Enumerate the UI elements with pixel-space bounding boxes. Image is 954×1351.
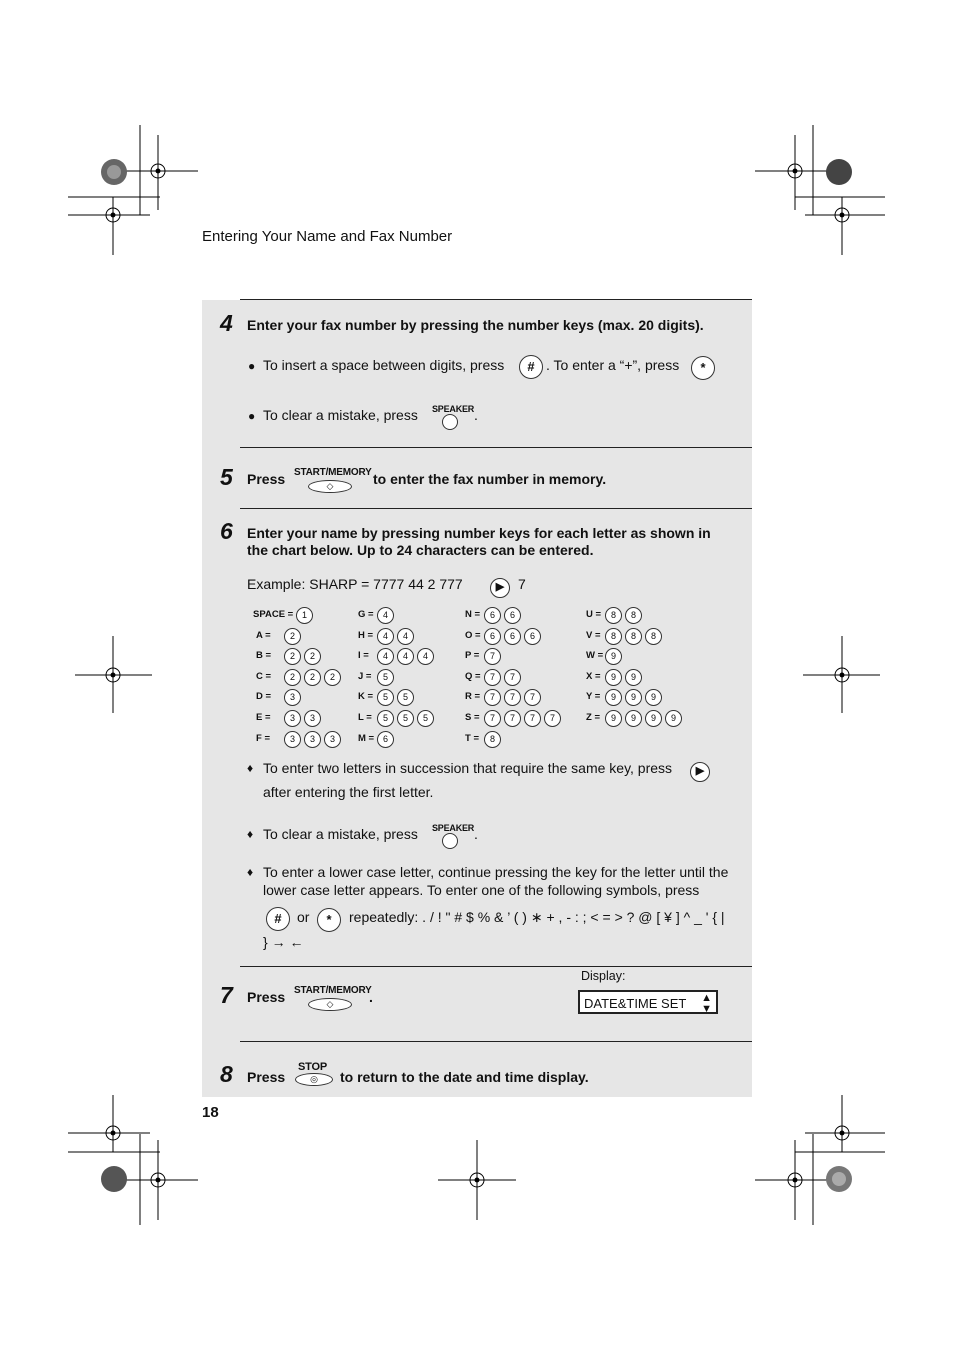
chart-letter-label: G = [358, 609, 374, 620]
step-number: 6 [220, 518, 233, 544]
chart-key-icon: 7 [544, 710, 561, 727]
chart-key-icon: 5 [377, 669, 394, 686]
divider [240, 447, 752, 448]
note3-line2: lower case letter appears. To enter one of the following symbols, press [263, 882, 700, 898]
star-key-icon: * [317, 908, 341, 932]
hash-key-icon: # [266, 907, 290, 931]
press-text: Press [247, 471, 286, 487]
right-arrow-key-icon: ▶ [490, 578, 510, 598]
or-text: or [297, 909, 310, 925]
chart-key-icon: 8 [605, 607, 622, 624]
chart-key-icon: 5 [377, 710, 394, 727]
speaker-key-label: SPEAKER [432, 823, 475, 833]
chart-letter-label: N = [465, 609, 481, 620]
chart-key-icon: 9 [605, 710, 622, 727]
chart-letter-label: X = [586, 671, 601, 682]
chart-key-icon: 4 [377, 648, 394, 665]
chart-key-icon: 3 [284, 710, 301, 727]
chart-letter-label: A = [256, 630, 271, 641]
chart-key-icon: 6 [484, 607, 501, 624]
chart-letter-label: V = [586, 630, 601, 641]
chart-letter-label: M = [358, 733, 375, 744]
divider [240, 966, 752, 967]
step4-bullet1-text2: . To enter a “+”, press [546, 357, 680, 373]
chart-key-icon: 3 [324, 731, 341, 748]
chart-key-icon: 6 [524, 628, 541, 645]
note1-line2: after entering the first letter. [263, 784, 434, 800]
chart-key-icon: 7 [484, 669, 501, 686]
chart-letter-label: I = [358, 650, 369, 661]
step4-bullet2-text: To clear a mistake, press [263, 407, 418, 423]
example-end: 7 [518, 576, 526, 592]
chart-letter-label: B = [256, 650, 272, 661]
chart-key-icon: 7 [484, 710, 501, 727]
chart-key-icon: 2 [284, 669, 301, 686]
chart-key-icon: 3 [304, 710, 321, 727]
page-header: Entering Your Name and Fax Number [202, 228, 453, 245]
chart-letter-label: T = [465, 733, 479, 744]
step-number: 8 [220, 1061, 233, 1087]
step8-text: to return to the date and time display. [340, 1069, 589, 1085]
bullet-dot: ● [248, 359, 256, 373]
note1-line1: To enter two letters in succession that require the same key, press [263, 760, 673, 776]
chart-key-icon: 8 [605, 628, 622, 645]
symbols-text-line2: } → ← [263, 934, 304, 950]
chart-letter-label: D = [256, 691, 272, 702]
step4-bullet1-text: To insert a space between digits, press [263, 357, 505, 373]
chart-key-icon: 7 [524, 689, 541, 706]
step-number: 4 [220, 310, 233, 336]
chart-key-icon: 4 [377, 628, 394, 645]
speaker-key-icon [442, 414, 458, 430]
chart-letter-label: J = [358, 671, 372, 682]
chart-key-icon: 4 [397, 648, 414, 665]
step6-title-line1: Enter your name by pressing number keys for each letter as shown in [247, 525, 711, 541]
stop-key-icon: ◎ [295, 1073, 333, 1086]
chart-letter-label: S = [465, 712, 480, 723]
stop-key-label: STOP [298, 1061, 327, 1073]
period: . [474, 407, 478, 423]
divider [240, 508, 752, 509]
chart-key-icon: 7 [484, 689, 501, 706]
chart-key-icon: 9 [625, 669, 642, 686]
press-text: Press [247, 989, 286, 1005]
chart-key-icon: 9 [605, 648, 622, 665]
diamond-bullet: ♦ [247, 761, 254, 775]
chart-letter-label: H = [358, 630, 374, 641]
chart-letter-label: F = [256, 733, 270, 744]
chart-letter-label: R = [465, 691, 481, 702]
step5-text: to enter the fax number in memory. [373, 471, 607, 487]
chart-letter-label: U = [586, 609, 602, 620]
chart-key-icon: 3 [304, 731, 321, 748]
chart-key-icon: 4 [417, 648, 434, 665]
chart-key-icon: 4 [377, 607, 394, 624]
note3-line1: To enter a lower case letter, continue pressing the key for the letter until the [263, 864, 729, 880]
chart-key-icon: 8 [625, 628, 642, 645]
chart-key-icon: 2 [324, 669, 341, 686]
bullet-dot: ● [248, 409, 256, 423]
chart-letter-label: P = [465, 650, 480, 661]
chart-key-icon: 9 [645, 689, 662, 706]
step-number: 5 [220, 464, 233, 490]
chart-key-icon: 5 [397, 710, 414, 727]
chart-key-icon: 9 [605, 689, 622, 706]
chart-key-icon: 5 [397, 689, 414, 706]
chart-key-icon: 2 [304, 669, 321, 686]
chart-key-icon: 9 [625, 710, 642, 727]
chart-key-icon: 7 [504, 689, 521, 706]
step6-title-line2: the chart below. Up to 24 characters can be entered. [247, 542, 594, 558]
divider [240, 299, 752, 300]
chart-letter-label: Z = [586, 712, 600, 723]
start-memory-key-icon: ◇ [308, 480, 352, 493]
diamond-bullet: ♦ [247, 865, 254, 879]
hash-key-icon: # [519, 355, 543, 379]
chart-key-icon: 8 [484, 731, 501, 748]
press-text: Press [247, 1069, 286, 1085]
chart-key-icon: 8 [645, 628, 662, 645]
chart-key-icon: 3 [284, 689, 301, 706]
lcd-text: DATE&TIME SET [584, 996, 687, 1011]
speaker-key-label: SPEAKER [432, 404, 475, 414]
star-key-icon: * [691, 356, 715, 380]
chart-key-icon: 7 [504, 669, 521, 686]
up-down-arrows-icon: ▲ ▼ [701, 992, 712, 1015]
chart-key-icon: 6 [504, 628, 521, 645]
chart-key-icon: 5 [377, 689, 394, 706]
chart-key-icon: 6 [377, 731, 394, 748]
start-memory-key-icon: ◇ [308, 998, 352, 1011]
step-number: 7 [220, 982, 233, 1008]
chart-key-icon: 9 [625, 689, 642, 706]
chart-key-icon: 3 [284, 731, 301, 748]
chart-key-icon: 7 [504, 710, 521, 727]
lcd-display [578, 990, 718, 1014]
chart-key-icon: 2 [284, 648, 301, 665]
period: . [474, 826, 478, 842]
chart-letter-label: Y = [586, 691, 601, 702]
chart-letter-label: E = [256, 712, 271, 723]
chart-letter-label: K = [358, 691, 374, 702]
start-memory-key-label: START/MEMORY [294, 985, 372, 996]
start-memory-key-label: START/MEMORY [294, 467, 372, 478]
chart-key-icon: 4 [397, 628, 414, 645]
chart-letter-label: C = [256, 671, 272, 682]
chart-letter-label: L = [358, 712, 372, 723]
speaker-key-icon [442, 833, 458, 849]
chart-key-icon: 2 [284, 628, 301, 645]
chart-key-icon: 9 [665, 710, 682, 727]
chart-key-icon: 6 [484, 628, 501, 645]
chart-key-icon: 8 [625, 607, 642, 624]
divider [240, 1041, 752, 1042]
chart-key-icon: 2 [304, 648, 321, 665]
chart-key-icon: 7 [524, 710, 541, 727]
symbols-text: repeatedly: . / ! " # $ % & ’ ( ) ∗ + , - : ; < = > ? @ [ ¥ ] ^ _ ' { | [349, 909, 725, 925]
chart-key-icon: 1 [296, 607, 313, 624]
display-label: Display: [581, 969, 626, 983]
chart-letter-label: O = [465, 630, 481, 641]
note2-text: To clear a mistake, press [263, 826, 418, 842]
right-arrow-key-icon: ▶ [690, 762, 710, 782]
chart-key-icon: 9 [645, 710, 662, 727]
chart-key-icon: 9 [605, 669, 622, 686]
chart-letter-label: W = [586, 650, 604, 661]
diamond-bullet: ♦ [247, 827, 254, 841]
chart-letter-label: Q = [465, 671, 481, 682]
page-number: 18 [202, 1104, 219, 1121]
step-title: Enter your fax number by pressing the number keys (max. 20 digits). [247, 317, 704, 333]
example-text: Example: SHARP = 7777 44 2 777 [247, 576, 463, 592]
chart-key-icon: 6 [504, 607, 521, 624]
chart-key-icon: 5 [417, 710, 434, 727]
chart-key-icon: 7 [484, 648, 501, 665]
chart-letter-label: SPACE = [253, 609, 294, 620]
period: . [369, 989, 373, 1005]
